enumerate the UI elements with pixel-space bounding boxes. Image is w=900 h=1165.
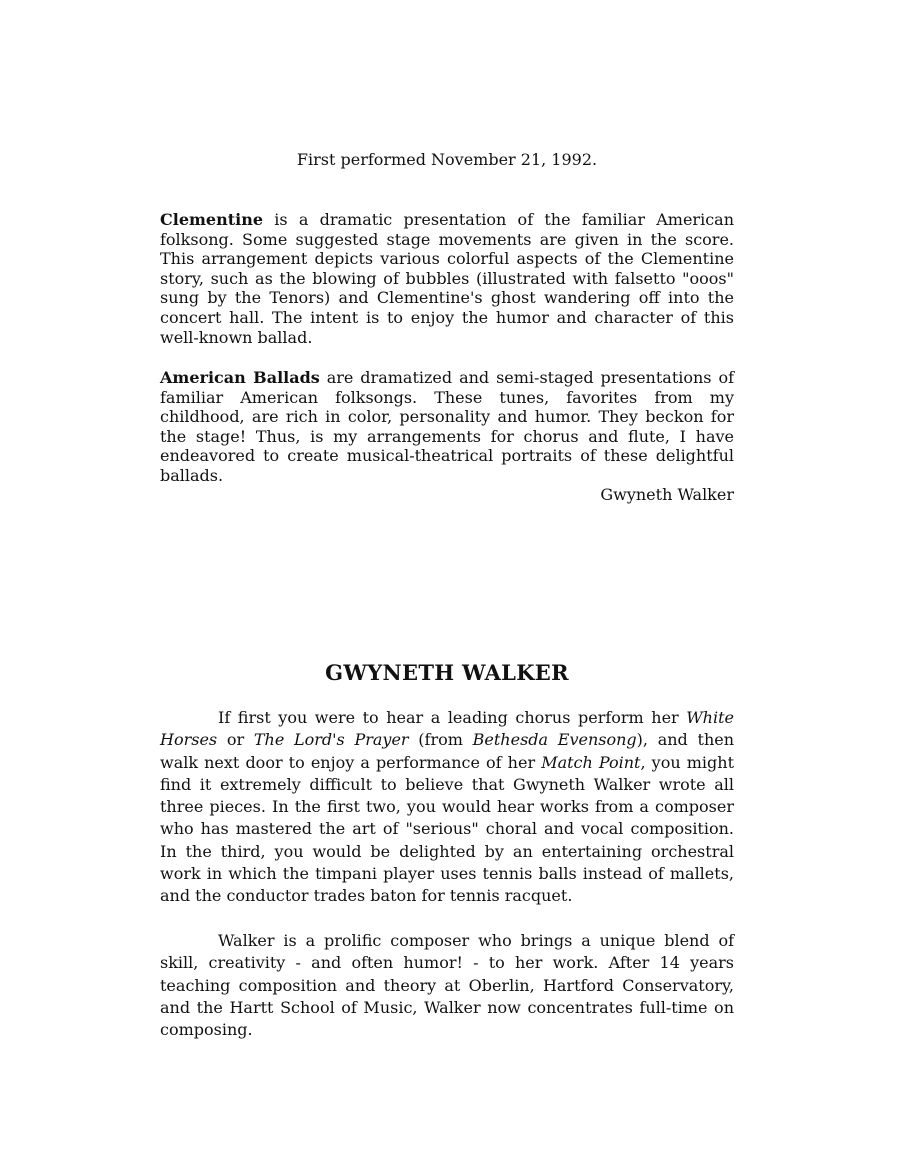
american-ballads-description: are dramatized and semi-staged presentations of familiar American folksongs. These tunes, favorites from my childhood, are rich in color, personality and humor. They beckon for the stage! Thus, is my arrangements for chorus and flute, I have endeavored to create musical-theatrical portraits of these delightful ballads. [160,368,735,485]
clementine-program-note [160,210,734,347]
work-title-bethesda-evensong: Bethesda Evensong [472,730,637,750]
work-title-match-point: Match Point [541,752,641,772]
american-ballads-note [160,368,734,486]
biography-heading: GWYNETH WALKER [325,660,569,685]
bio-text: If first you were to hear a leading chorus perform her [218,708,687,727]
premiere-date: First performed November 21, 1992. [296,150,598,169]
composer-signature: Gwyneth Walker [600,485,734,504]
bio-text: or [217,730,254,750]
american-ballads-title: American Ballads [160,368,320,387]
clementine-description: is a dramatic presentation of the familiar American folksong. Some suggested stage movements are given in the score. This arrangement depicts various colorful aspects of the Clementine story, such as the blowing of bubbles (illustrated with falsetto "ooos" sung by the Tenors) and Clementine's ghost wandering off into the concert hall. The intent is to enjoy the humor and character of this well-known ballad. [160,210,734,347]
work-title-white-horses: White Horses [160,708,734,750]
bio-text: ), and then walk next door to enjoy a performance of her [160,730,735,772]
biography-paragraph-2: Walker is a prolific composer who brings a unique blend of skill, creativity - and often humor! - to her work. After 14 years teaching composition and theory at Oberlin, Hartford Conservatory, and the Hartt School of Music, Walker now concentrates full-time on composing. [160,931,734,1040]
bio-text: , you might find it extremely difficult to believe that Gwyneth Walker wrote all three pieces. In the first two, you would hear works from a composer who has mastered the art of "serious" choral and vocal composition. In the third, you would be delighted by an entertaining orchestral work in which the timpani player uses tennis balls instead of mallets, and the conductor trades baton for tennis racquet. [160,752,734,906]
biography-paragraph-1 [160,707,734,908]
bio-text: (from [408,730,473,750]
clementine-title: Clementine [160,210,264,229]
work-title-lords-prayer: The Lord's Prayer [253,730,409,750]
